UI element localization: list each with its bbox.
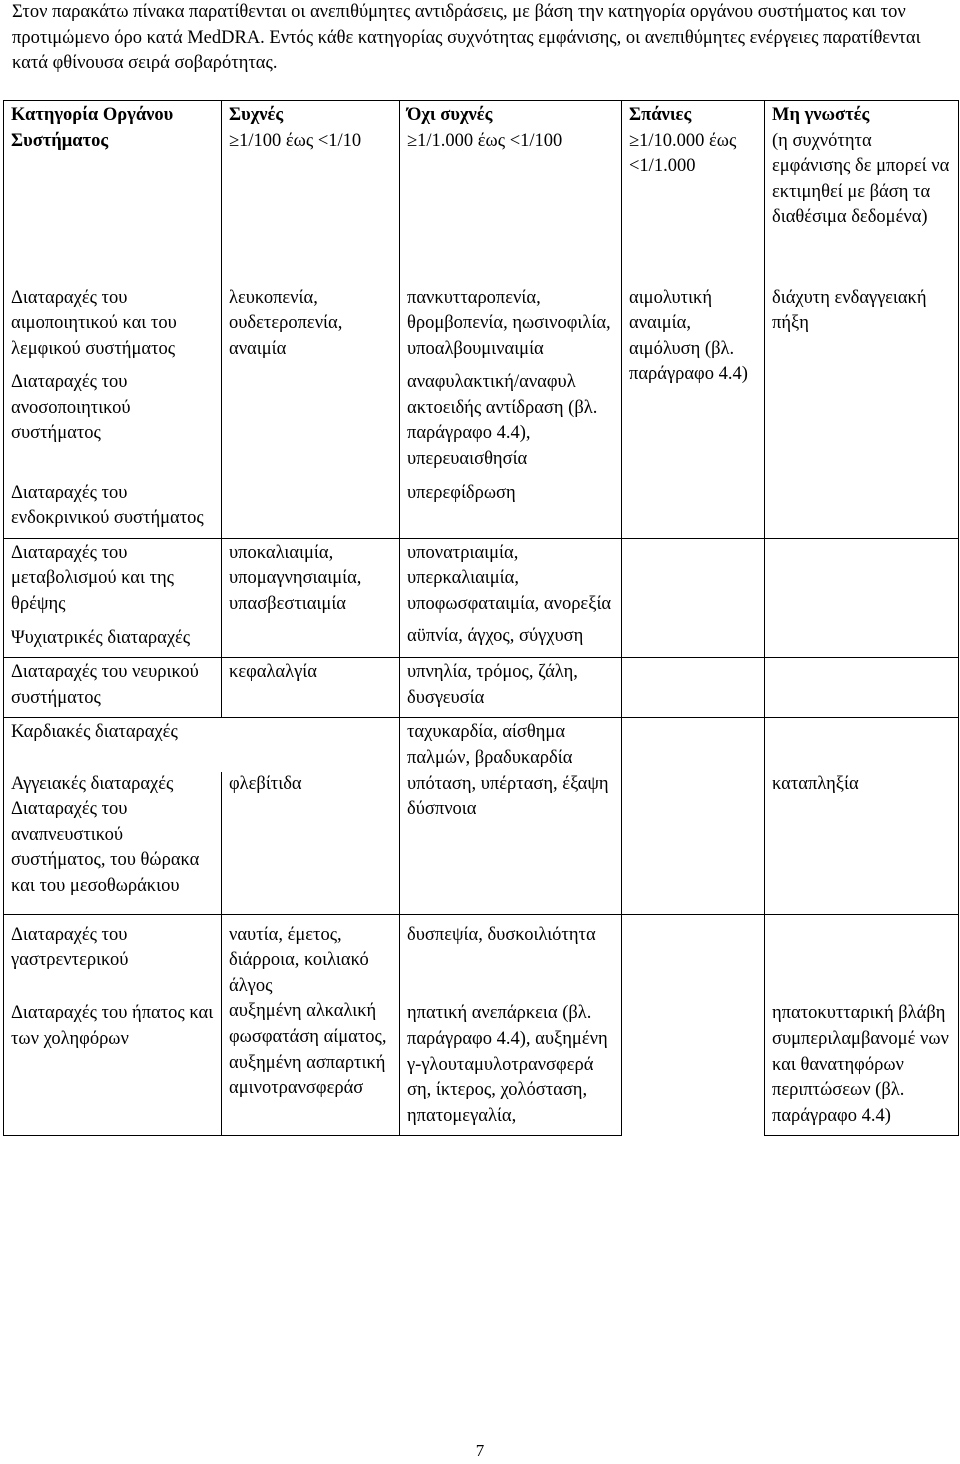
header-common-range: ≥1/100 έως <1/10 [229, 130, 362, 151]
common-cell: λευκοπενία, ουδετεροπενία, αναιμία [222, 284, 400, 369]
uncommon-cell: αναφυλακτική/αναφυλ ακτοειδής αντίδραση (βλ. παράγραφο 4.4), υπερευαισθησία [400, 368, 622, 478]
soc-cell: Διαταραχές του ενδοκρινικού συστήματος [4, 479, 222, 539]
soc-cell: Ψυχιατρικές διαταραχές [4, 624, 222, 658]
uncommon-cell: αϋπνία, άγχος, σύγχυση [400, 624, 622, 658]
header-uncommon [400, 101, 622, 284]
intro-paragraph: Στον παρακάτω πίνακα παρατίθενται οι ανεπιθύμητες αντιδράσεις, με βάση την κατηγορία οργάνου συστήματος και τον προτιμώμενο όρο κατά MedDRA. Εντός κάθε κατηγορίας συχνότητας εμφάνισης, οι ανεπιθύμητες ενέργειες παρατίθενται κατά φθίνουσα σειρά σοβαρότητας. [12, 2, 921, 73]
uncommon-cell: πανκυτταροπενία, θρομβοπενία, ηωσινοφιλία, υποαλβουμιναιμία [400, 284, 622, 369]
common-cell [222, 797, 400, 914]
rare-cell [622, 914, 765, 1136]
unknown-cell [765, 658, 959, 718]
header-rare [622, 101, 765, 284]
table-row [4, 772, 959, 798]
table-row [4, 658, 959, 718]
uncommon-cell: ταχυκαρδία, αίσθημα παλμών, βραδυκαρδία [400, 718, 622, 772]
header-system-organ-class [4, 101, 222, 284]
soc-cell: Διαταραχές του γαστρεντερικού [4, 914, 222, 999]
common-cell: φλεβίτιδα [222, 772, 400, 798]
table-row [4, 284, 959, 369]
header-common-title: Συχνές [229, 105, 284, 125]
uncommon-cell: υπνηλία, τρόμος, ζάλη, δυσγευσία [400, 658, 622, 718]
soc-cell: Διαταραχές του αιμοποιητικού και του λεμφικού συστήματος [4, 284, 222, 369]
uncommon-cell: δύσπνοια [400, 797, 622, 914]
table-row [4, 914, 959, 999]
soc-cell: Διαταραχές του αναπνευστικού συστήματος, του θώρακα και του μεσοθωράκιου [4, 797, 222, 914]
header-unknown-title: Μη γνωστές [772, 105, 870, 125]
table-row [4, 538, 959, 623]
soc-cell: Διαταραχές του μεταβολισμού και της θρέψης [4, 538, 222, 623]
unknown-cell: ηπατοκυτταρική βλάβη συμπεριλαμβανομέ νων και θανατηφόρων περιπτώσεων (βλ. παράγραφο 4.4) [765, 999, 959, 1135]
uncommon-cell: ηπατική ανεπάρκεια (βλ. παράγραφο 4.4), αυξημένη γ-γλουταμυλοτρανσφερά ση, ίκτερος, χολόσταση, ηπατομεγαλία, [400, 999, 622, 1135]
common-cell [222, 368, 400, 478]
soc-cell: Διαταραχές του ανοσοποιητικού συστήματος [4, 368, 222, 478]
soc-cell: Διαταραχές του ήπατος και των χοληφόρων [4, 999, 222, 1135]
soc-cell: Καρδιακές διαταραχές [4, 718, 400, 772]
rare-cell [622, 718, 765, 914]
unknown-cell [765, 914, 959, 999]
common-cell: ναυτία, έμετος, διάρροια, κοιλιακό άλγος [222, 914, 400, 999]
uncommon-cell: υπόταση, υπέρταση, έξαψη [400, 772, 622, 798]
header-uncommon-title: Όχι συχνές [407, 105, 493, 125]
table-row [4, 718, 959, 772]
header-rare-title: Σπάνιες [629, 105, 692, 125]
common-cell: αυξημένη αλκαλική φωσφατάση αίματος, αυξημένη ασπαρτική αμινοτρανσφεράσ [222, 999, 400, 1135]
unknown-cell [765, 718, 959, 772]
uncommon-cell: υπερεφίδρωση [400, 479, 622, 539]
unknown-cell: καταπληξία [765, 772, 959, 798]
soc-cell: Διαταραχές του νευρικού συστήματος [4, 658, 222, 718]
common-cell: κεφαλαλγία [222, 658, 400, 718]
common-cell: υποκαλιαιμία, υπομαγνησιαιμία, υπασβεστιαιμία [222, 538, 400, 657]
table-header-row [4, 101, 959, 284]
header-unknown [765, 101, 959, 284]
table-row [4, 797, 959, 914]
rare-cell [622, 658, 765, 718]
unknown-cell [765, 538, 959, 657]
table-row [4, 999, 959, 1135]
soc-cell: Αγγειακές διαταραχές [4, 772, 222, 798]
uncommon-cell: δυσπεψία, δυσκοιλιότητα [400, 914, 622, 999]
header-unknown-note: (η συχνότητα εμφάνισης δε μπορεί να εκτιμηθεί με βάση τα διαθέσιμα δεδομένα) [772, 130, 950, 228]
unknown-cell [765, 797, 959, 914]
rare-cell [622, 538, 765, 657]
header-common [222, 101, 400, 284]
header-rare-range: ≥1/10.000 έως <1/1.000 [629, 130, 737, 177]
unknown-cell: διάχυτη ενδαγγειακή πήξη [765, 284, 959, 539]
uncommon-cell: υπονατριαιμία, υπερκαλιαιμία, υποφωσφαταιμία, ανορεξία [400, 538, 622, 623]
page-number: 7 [475, 1441, 485, 1460]
common-cell [222, 479, 400, 539]
rare-cell: αιμολυτική αναιμία, αιμόλυση (βλ. παράγραφο 4.4) [622, 284, 765, 539]
header-soc-label: Κατηγορία Οργάνου Συστήματος [11, 105, 174, 151]
header-uncommon-range: ≥1/1.000 έως <1/100 [407, 130, 563, 151]
adverse-reactions-table [3, 100, 959, 1136]
